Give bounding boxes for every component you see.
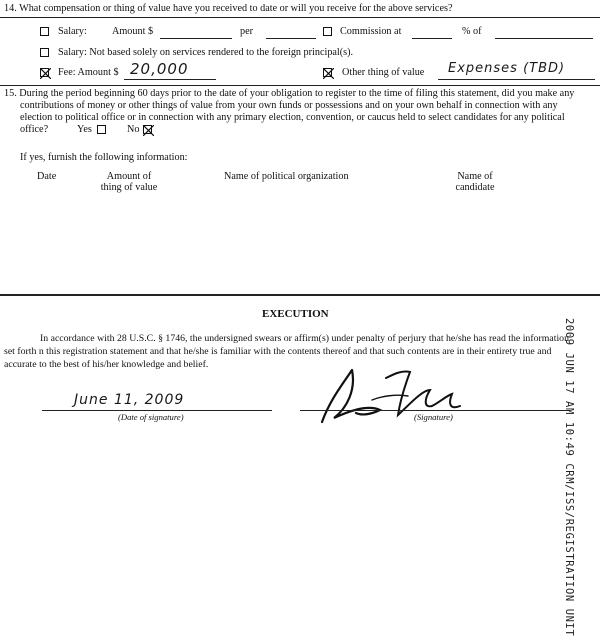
per-label: per bbox=[240, 26, 254, 37]
salary-amount-field[interactable] bbox=[160, 38, 232, 39]
salary-per-field[interactable] bbox=[266, 38, 316, 39]
signature-caption: (Signature) bbox=[414, 412, 453, 422]
column-amount-line-1: Amount of bbox=[106, 171, 152, 182]
commission-label: Commission at bbox=[340, 26, 402, 37]
commission-checkbox[interactable] bbox=[323, 27, 332, 36]
question-15-line-2: contributions of money or other things of value from your own funds or possessions and on your own behalf in connection with any bbox=[20, 100, 558, 111]
section-divider bbox=[0, 17, 600, 18]
check-x-icon bbox=[40, 68, 51, 79]
registration-stamp: 2009 JUN 17 AM 10:49 CRM/ISS/REGISTRATION UNIT bbox=[563, 318, 575, 636]
salary-not-based-checkbox[interactable] bbox=[40, 48, 49, 57]
check-x-icon bbox=[323, 68, 334, 79]
column-political-organization: Name of political organization bbox=[224, 171, 349, 182]
fee-amount-value: 20,000 bbox=[130, 60, 189, 78]
no-label: No bbox=[127, 124, 140, 135]
other-thing-checkbox[interactable] bbox=[323, 68, 332, 77]
salary-label: Salary: bbox=[58, 26, 87, 37]
check-x-icon bbox=[143, 125, 154, 136]
no-checkbox[interactable] bbox=[143, 125, 152, 134]
fee-amount-field[interactable] bbox=[124, 79, 216, 80]
other-thing-field[interactable] bbox=[438, 79, 595, 80]
question-14: 14. What compensation or thing of value have you received to date or will you receive for the above services? bbox=[4, 3, 453, 14]
column-date: Date bbox=[37, 171, 57, 182]
yes-label: Yes bbox=[77, 124, 92, 135]
question-15-line-4: office? bbox=[20, 124, 49, 135]
other-thing-label: Other thing of value bbox=[342, 67, 425, 78]
amount-label: Amount $ bbox=[112, 26, 154, 37]
if-yes-instruction: If yes, furnish the following information: bbox=[20, 152, 188, 163]
column-candidate-line-1: Name of bbox=[457, 171, 493, 182]
percent-of-label: % of bbox=[462, 26, 482, 37]
signature-line[interactable] bbox=[300, 410, 570, 411]
column-candidate-line-2: candidate bbox=[455, 182, 495, 193]
question-15-line-1: 15. During the period beginning 60 days prior to the date of your obligation to register to the time of filing this statement, did you make any bbox=[4, 88, 575, 99]
salary-not-based-label: Salary: Not based solely on services rendered to the foreign principal(s). bbox=[58, 47, 354, 58]
fee-checkbox[interactable] bbox=[40, 68, 49, 77]
section-divider-thick bbox=[0, 294, 600, 296]
other-thing-value: Expenses (TBD) bbox=[448, 61, 566, 76]
execution-heading: EXECUTION bbox=[262, 308, 329, 320]
column-amount-line-2: thing of value bbox=[100, 182, 158, 193]
date-of-signature-line[interactable] bbox=[42, 410, 272, 411]
date-of-signature-caption: (Date of signature) bbox=[118, 412, 184, 422]
question-15-line-3: election to political office or in connection with any primary election, convention, or caucus held to select candidates for any political bbox=[20, 112, 565, 123]
fee-label: Fee: Amount $ bbox=[58, 67, 119, 78]
salary-checkbox[interactable] bbox=[40, 27, 49, 36]
execution-text-line-2: set forth n this registration statement and that he/she is familiar with the contents thereof and that such contents are in their entirety true and bbox=[4, 346, 552, 357]
section-divider bbox=[0, 85, 600, 86]
execution-text-line-3: accurate to the best of his/her knowledge and belief. bbox=[4, 359, 209, 370]
yes-checkbox[interactable] bbox=[97, 125, 106, 134]
date-of-signature-value: June 11, 2009 bbox=[74, 392, 185, 408]
commission-of-field[interactable] bbox=[495, 38, 593, 39]
commission-percent-field[interactable] bbox=[412, 38, 452, 39]
execution-text-line-1: In accordance with 28 U.S.C. § 1746, the undersigned swears or affirm(s) under penalty of perjury that he/she has read the information bbox=[40, 333, 569, 344]
